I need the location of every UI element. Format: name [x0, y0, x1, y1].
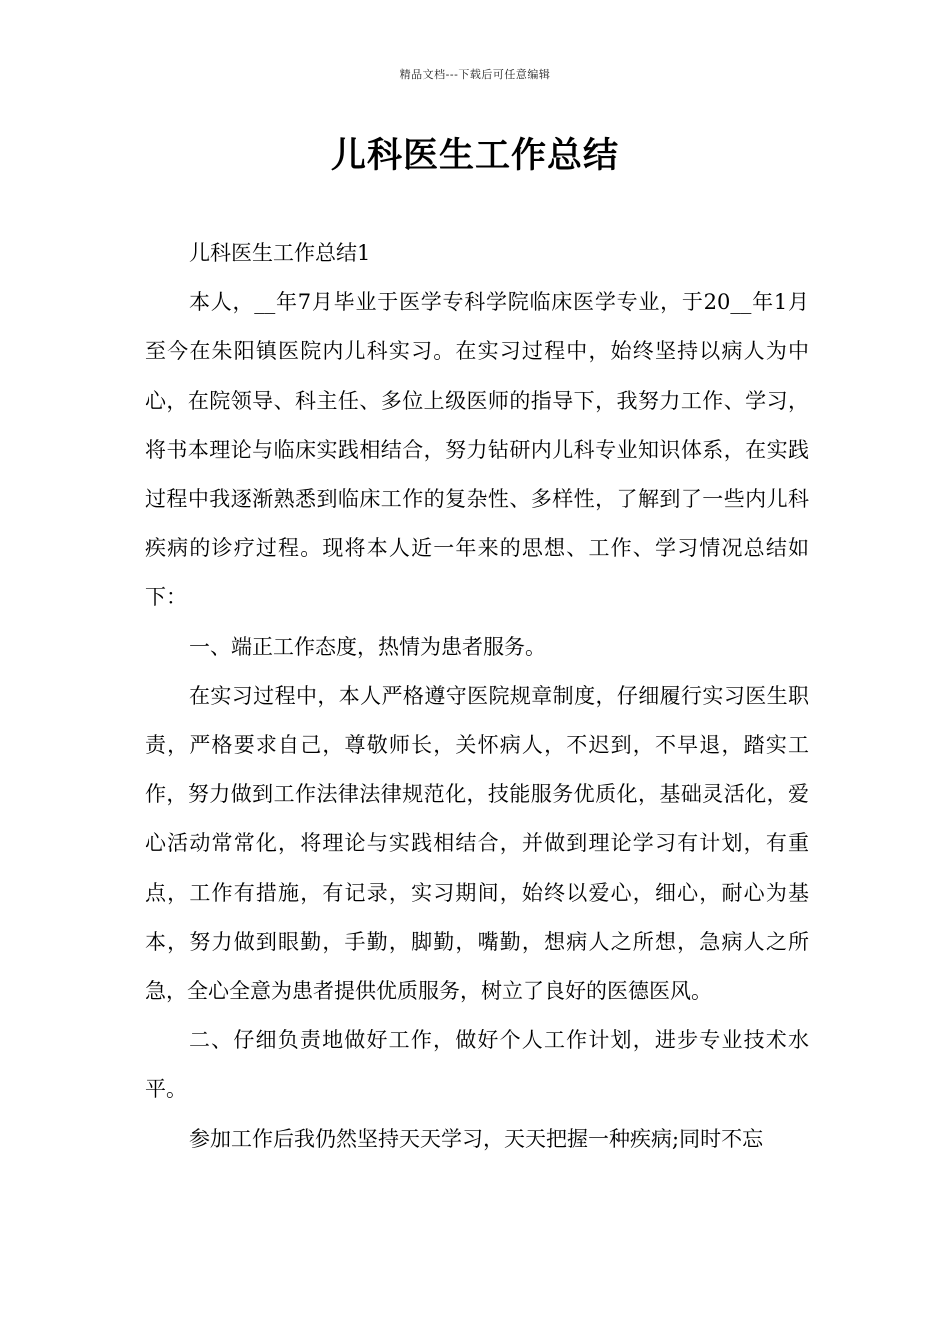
section-heading: 儿科医生工作总结1 [189, 241, 371, 265]
section-heading: 二、仔细负责地做好工作，做好个人工作计划，进步专业技术水平。 [145, 1028, 809, 1102]
body-paragraph: 在实习过程中，本人严格遵守医院规章制度，仔细履行实习医生职责，严格要求自己，尊敬师长，关怀病人，不迟到，不早退，踏实工作，努力做到工作法律法律规范化，技能服务优质化，基础灵活化，爱心活动常常化，将理论与实践相结合，并做到理论学习有计划，有重点，工作有措施，有记录，实习期间，始终以爱心，细心，耐心为基本，努力做到眼勤，手勤，脚勤，嘴勤，想病人之所想，急病人之所急，全心全意为患者提供优质服务，树立了良好的医德医风。 [145, 683, 809, 1004]
intro-paragraph: 本人，__年7月毕业于医学专科学院临床医学专业，于20__年1月至今在朱阳镇医院内儿科实习。在实习过程中，始终坚持以病人为中心，在院领导、科主任、多位上级医师的指导下，我努力工作、学习，将书本理论与临床实践相结合，努力钻研内儿科专业知识体系，在实践过程中我逐渐熟悉到临床工作的复杂性、多样性，了解到了一些内儿科疾病的诊疗过程。现将本人近一年来的思想、工作、学习情况总结如下： [145, 290, 809, 610]
document-title: 儿科医生工作总结 [330, 136, 619, 176]
document-body [145, 229, 809, 1164]
section-heading: 一、端正工作态度，热情为患者服务。 [189, 634, 546, 659]
body-paragraph: 参加工作后我仍然坚持天天学习，天天把握一种疾病;同时不忘 [189, 1126, 764, 1151]
header-note: 精品文档---下载后可任意编辑 [399, 68, 551, 81]
